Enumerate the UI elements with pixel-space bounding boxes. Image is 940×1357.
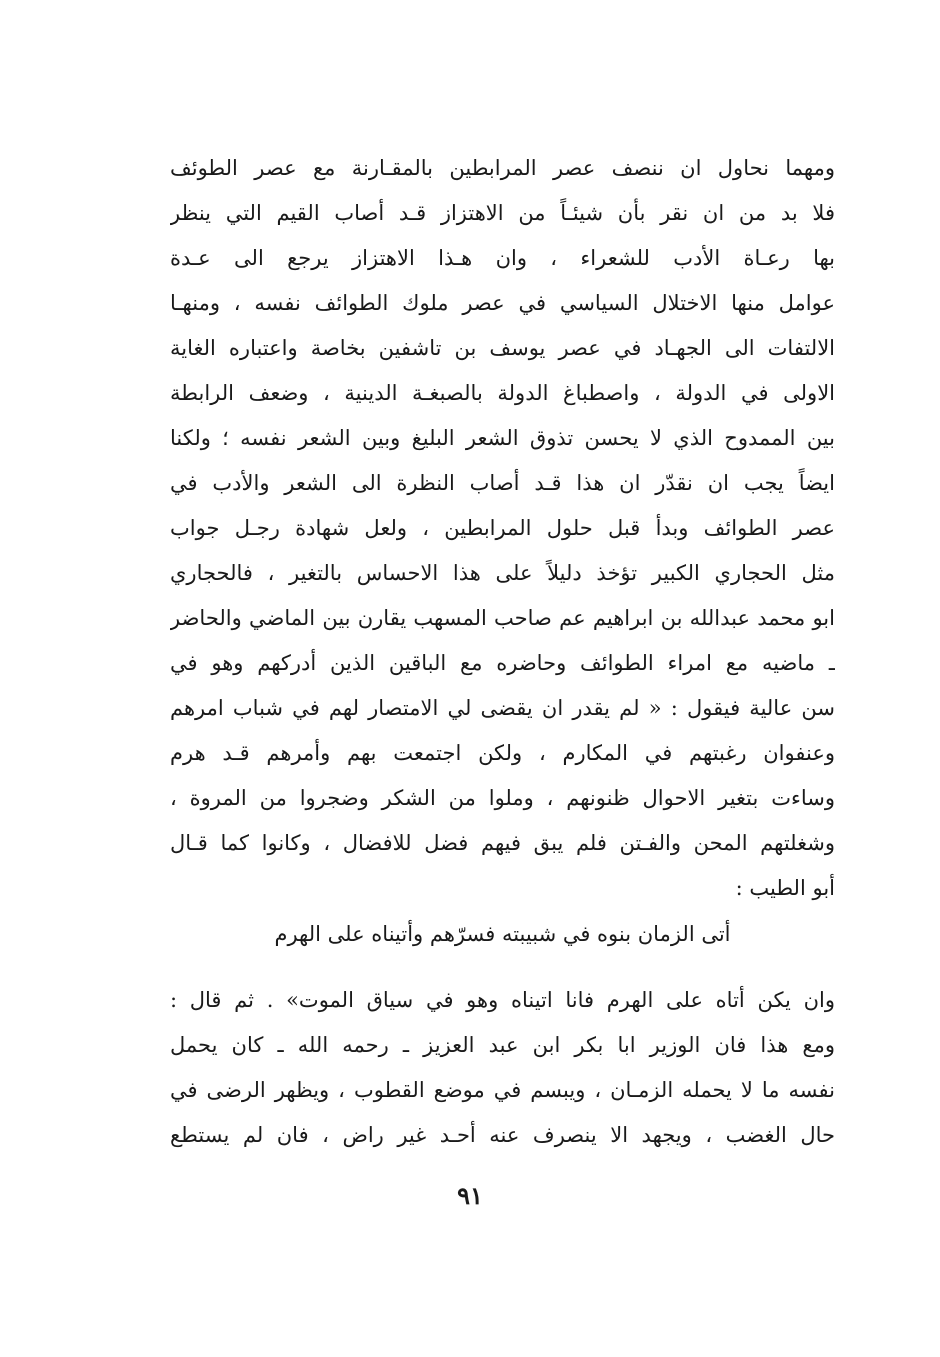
text-line: عصر الطوائف وبدأ قبل حلول المرابطين ، ولعل شهادة رجـل جواب [170, 516, 835, 540]
text-line: أبو الطيب : [735, 876, 835, 900]
text-line: ـ ماضيه مع امراء الطوائف وحاضره مع الباقين الذين أدركهم وهو في [170, 651, 835, 675]
text-line: وشغلتهم المحن والفـتن فلم يبق فيهم فضل للافضال ، وكانوا كما قـال [170, 831, 835, 855]
paragraph-main [170, 146, 835, 911]
poetry-verse: أتى الزمان بنوه في شبيبته فسرّهم وأتيناه على الهرم [274, 922, 731, 946]
text-line: الاولى في الدولة ، واصطباغ الدولة بالصبغـة الدينية ، وضعف الرابطة [170, 381, 835, 405]
text-line: ومهما نحاول ان ننصف عصر المرابطين بالمقـارنة مع عصر الطوئف [170, 156, 835, 180]
text-line: وان يكن أتاه على الهرم فانا اتيناه وهو في سياق الموت» . ثم قال : [170, 988, 835, 1012]
text-line: وعنفوان رغبتهم في المكارم ، ولكن اجتمعت بهم وأمرهم قـد هرم [170, 741, 835, 765]
text-line: سن عالية فيقول : « لم يقدر ان يقضى لي الامتصار لهم في شباب امرهم [170, 696, 835, 720]
text-line: ايضاً يجب ان نقدّر ان هذا قـد أصاب النظرة الى الشعر والأدب في [170, 471, 835, 495]
text-line: مثل الحجاري الكبير تؤخذ دليلاً على هذا الاحساس بالتغير ، فالحجاري [170, 561, 835, 585]
text-line: بها رعـاة الأدب للشعراء ، وان هـذا الاهتزاز يرجع الى عـدة [170, 246, 835, 270]
text-line: بين الممدوح الذي لا يحسن تذوق الشعر البليغ وبين الشعر نفسه ؛ ولكنا [170, 426, 835, 450]
text-line: الالتفات الى الجهـاد في عصر يوسف بن تاشفين بخاصة واعتباره الغاية [170, 336, 835, 360]
text-line: حال الغضب ، ويجهد الا ينصرف عنه أحـد غير راض ، فان لم يستطع [170, 1123, 835, 1147]
text-line: ومع هذا فان الوزير ابا بكر ابن عبد العزيز ـ رحمه الله ـ كان يحمل [170, 1033, 835, 1057]
text-line: عوامل منها الاختلال السياسي في عصر ملوك الطوائف نفسه ، ومنهـا [170, 291, 835, 315]
page-number: ٩١ [457, 1181, 483, 1210]
text-line: ابو محمد عبدالله بن ابراهيم عم صاحب المسهب يقارن بين الماضي والحاضر [170, 606, 835, 630]
text-line: وساءت بتغير الاحوال ظنونهم ، وملوا من الشكر وضجروا من المروة ، [170, 786, 835, 810]
paragraph-continuation [170, 978, 835, 1158]
text-line: نفسه ما لا يحمله الزمـان ، ويبسم في موضع القطوب ، ويظهر الرضى في [170, 1078, 835, 1102]
text-line: فلا بد من ان نقر بأن شيئـاً من الاهتزاز قـد أصاب القيم التي ينظر [170, 201, 835, 225]
